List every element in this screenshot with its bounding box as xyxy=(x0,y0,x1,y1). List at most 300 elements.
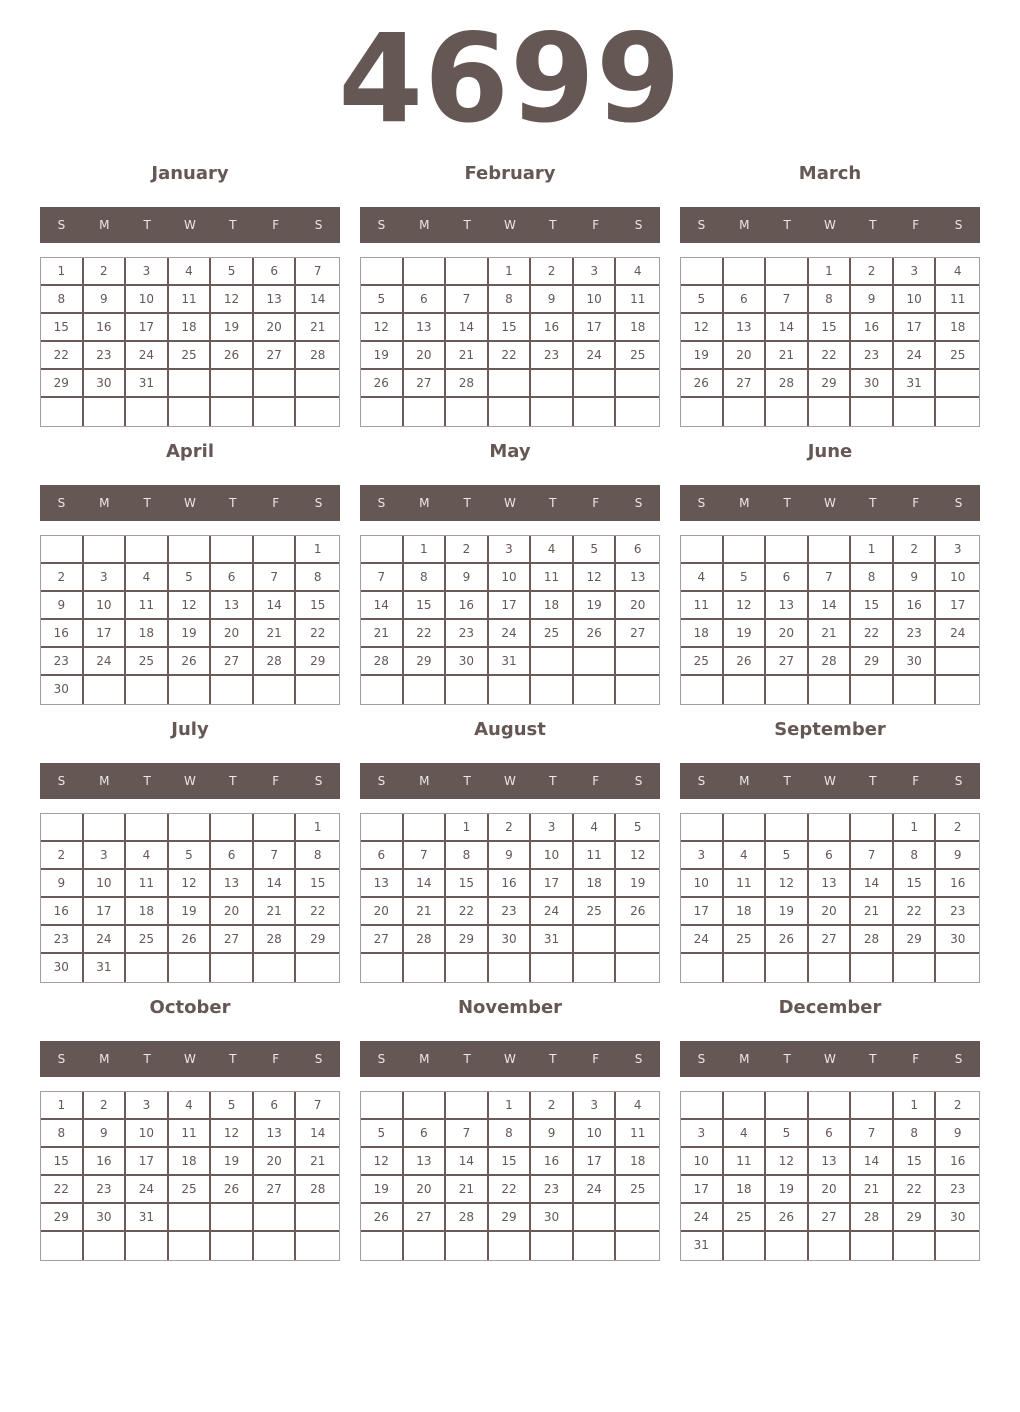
day-cell: 7 xyxy=(766,286,809,314)
empty-cell xyxy=(361,398,404,426)
day-cell: 24 xyxy=(126,1176,169,1204)
day-cell: 7 xyxy=(254,842,297,870)
day-cell: 30 xyxy=(531,1204,574,1232)
empty-cell xyxy=(809,814,852,842)
empty-cell xyxy=(616,1204,659,1232)
day-cell: 2 xyxy=(851,258,894,286)
day-cell: 16 xyxy=(894,592,937,620)
day-cell: 5 xyxy=(169,564,212,592)
day-cell: 8 xyxy=(894,842,937,870)
empty-cell xyxy=(169,954,212,982)
weekday-label: M xyxy=(419,774,430,788)
day-cell: 20 xyxy=(211,620,254,648)
day-cell: 7 xyxy=(809,564,852,592)
day-cell: 23 xyxy=(894,620,937,648)
empty-cell xyxy=(936,676,979,704)
day-cell: 13 xyxy=(254,286,297,314)
day-cell: 25 xyxy=(169,1176,212,1204)
day-cell: 2 xyxy=(936,814,979,842)
day-cell: 9 xyxy=(84,1120,127,1148)
day-cell: 8 xyxy=(296,564,339,592)
empty-cell xyxy=(851,398,894,426)
day-cell: 12 xyxy=(766,1148,809,1176)
weekday-label: F xyxy=(912,496,920,510)
empty-cell xyxy=(296,1232,339,1260)
day-cell: 25 xyxy=(616,1176,659,1204)
day-cell: 8 xyxy=(404,564,447,592)
empty-cell xyxy=(211,370,254,398)
day-cell: 27 xyxy=(766,648,809,676)
empty-cell xyxy=(894,954,937,982)
day-cell: 7 xyxy=(851,1120,894,1148)
empty-cell xyxy=(489,370,532,398)
weekday-label: F xyxy=(912,1052,920,1066)
day-cell: 13 xyxy=(211,592,254,620)
empty-cell xyxy=(724,814,767,842)
empty-cell xyxy=(681,536,724,564)
day-cell: 19 xyxy=(766,898,809,926)
day-cell: 24 xyxy=(936,620,979,648)
day-cell: 3 xyxy=(894,258,937,286)
day-cell: 6 xyxy=(404,1120,447,1148)
day-cell: 6 xyxy=(809,1120,852,1148)
month-title: February xyxy=(464,163,556,184)
empty-cell xyxy=(936,398,979,426)
weekday-label: S xyxy=(697,496,706,510)
day-cell: 19 xyxy=(361,1176,404,1204)
day-cell: 22 xyxy=(489,1176,532,1204)
day-cell: 20 xyxy=(254,314,297,342)
month-june xyxy=(680,438,980,716)
empty-cell xyxy=(531,1232,574,1260)
day-cell: 1 xyxy=(41,258,84,286)
day-cell: 28 xyxy=(809,648,852,676)
empty-cell xyxy=(574,926,617,954)
day-cell: 25 xyxy=(724,926,767,954)
day-cell: 30 xyxy=(894,648,937,676)
day-cell: 22 xyxy=(404,620,447,648)
day-cell: 8 xyxy=(296,842,339,870)
empty-cell xyxy=(296,398,339,426)
day-cell: 31 xyxy=(894,370,937,398)
day-cell: 27 xyxy=(361,926,404,954)
day-cell: 20 xyxy=(766,620,809,648)
day-cell: 4 xyxy=(169,1092,212,1120)
day-cell: 29 xyxy=(404,648,447,676)
day-cell: 24 xyxy=(126,342,169,370)
month-august xyxy=(360,716,660,994)
day-cell: 19 xyxy=(681,342,724,370)
day-cell: 14 xyxy=(296,1120,339,1148)
day-cell: 4 xyxy=(126,564,169,592)
empty-cell xyxy=(766,814,809,842)
empty-cell xyxy=(489,398,532,426)
day-cell: 22 xyxy=(296,620,339,648)
weekday-label: T xyxy=(549,1052,557,1066)
day-cell: 4 xyxy=(724,1120,767,1148)
weekday-label: F xyxy=(592,496,600,510)
day-grid xyxy=(680,535,980,705)
day-cell: 25 xyxy=(616,342,659,370)
day-cell: 23 xyxy=(489,898,532,926)
empty-cell xyxy=(361,258,404,286)
empty-cell xyxy=(169,536,212,564)
weekday-label: S xyxy=(57,496,66,510)
day-cell: 22 xyxy=(41,342,84,370)
day-cell: 1 xyxy=(296,536,339,564)
day-cell: 16 xyxy=(936,1148,979,1176)
empty-cell xyxy=(254,536,297,564)
weekday-label: M xyxy=(419,1052,430,1066)
day-cell: 25 xyxy=(531,620,574,648)
day-grid xyxy=(680,1091,980,1261)
weekday-label: S xyxy=(634,496,643,510)
empty-cell xyxy=(211,536,254,564)
empty-cell xyxy=(84,398,127,426)
empty-cell xyxy=(446,1092,489,1120)
day-cell: 6 xyxy=(211,842,254,870)
weekday-label: F xyxy=(592,774,600,788)
day-cell: 14 xyxy=(254,592,297,620)
day-cell: 29 xyxy=(446,926,489,954)
day-cell: 13 xyxy=(404,1148,447,1176)
weekday-label: F xyxy=(912,218,920,232)
empty-cell xyxy=(84,536,127,564)
day-cell: 8 xyxy=(851,564,894,592)
day-cell: 15 xyxy=(296,870,339,898)
empty-cell xyxy=(254,1204,297,1232)
day-cell: 20 xyxy=(809,898,852,926)
weekday-label: M xyxy=(739,218,750,232)
empty-cell xyxy=(724,536,767,564)
weekday-label: W xyxy=(504,774,516,788)
day-cell: 30 xyxy=(41,676,84,704)
day-cell: 6 xyxy=(616,536,659,564)
day-cell: 15 xyxy=(894,1148,937,1176)
day-cell: 29 xyxy=(296,648,339,676)
weekday-label: T xyxy=(143,774,151,788)
day-cell: 31 xyxy=(531,926,574,954)
empty-cell xyxy=(361,954,404,982)
day-cell: 2 xyxy=(41,842,84,870)
day-cell: 21 xyxy=(766,342,809,370)
weekday-label: W xyxy=(184,1052,196,1066)
weekday-label: W xyxy=(184,774,196,788)
day-cell: 24 xyxy=(574,1176,617,1204)
empty-cell xyxy=(681,814,724,842)
day-cell: 1 xyxy=(851,536,894,564)
empty-cell xyxy=(211,398,254,426)
day-cell: 7 xyxy=(446,1120,489,1148)
weekday-label: T xyxy=(143,496,151,510)
day-cell: 24 xyxy=(84,648,127,676)
day-cell: 7 xyxy=(296,258,339,286)
day-grid xyxy=(360,813,660,983)
day-cell: 28 xyxy=(296,1176,339,1204)
day-cell: 5 xyxy=(211,1092,254,1120)
empty-cell xyxy=(446,676,489,704)
empty-cell xyxy=(254,954,297,982)
day-cell: 8 xyxy=(809,286,852,314)
day-cell: 28 xyxy=(851,1204,894,1232)
day-cell: 18 xyxy=(616,314,659,342)
weekday-header xyxy=(680,1041,980,1077)
day-cell: 21 xyxy=(254,898,297,926)
day-cell: 25 xyxy=(126,926,169,954)
day-cell: 26 xyxy=(724,648,767,676)
day-cell: 30 xyxy=(489,926,532,954)
empty-cell xyxy=(126,536,169,564)
day-cell: 13 xyxy=(211,870,254,898)
day-cell: 5 xyxy=(361,1120,404,1148)
day-cell: 14 xyxy=(254,870,297,898)
day-cell: 9 xyxy=(894,564,937,592)
day-cell: 3 xyxy=(681,842,724,870)
day-cell: 19 xyxy=(724,620,767,648)
empty-cell xyxy=(681,398,724,426)
weekday-label: S xyxy=(377,1052,386,1066)
day-cell: 20 xyxy=(254,1148,297,1176)
day-cell: 2 xyxy=(84,1092,127,1120)
day-cell: 12 xyxy=(574,564,617,592)
day-cell: 19 xyxy=(361,342,404,370)
empty-cell xyxy=(724,398,767,426)
weekday-label: F xyxy=(272,218,280,232)
empty-cell xyxy=(296,676,339,704)
day-cell: 14 xyxy=(446,1148,489,1176)
weekday-label: T xyxy=(783,774,791,788)
empty-cell xyxy=(169,676,212,704)
weekday-label: S xyxy=(697,774,706,788)
weekday-label: F xyxy=(912,774,920,788)
day-cell: 1 xyxy=(894,1092,937,1120)
empty-cell xyxy=(489,676,532,704)
weekday-label: T xyxy=(143,1052,151,1066)
empty-cell xyxy=(404,1092,447,1120)
day-cell: 6 xyxy=(766,564,809,592)
day-cell: 2 xyxy=(489,814,532,842)
day-cell: 6 xyxy=(254,1092,297,1120)
day-cell: 22 xyxy=(851,620,894,648)
day-cell: 5 xyxy=(766,1120,809,1148)
empty-cell xyxy=(766,1092,809,1120)
weekday-header xyxy=(680,207,980,243)
day-grid xyxy=(360,535,660,705)
month-title: September xyxy=(774,719,886,740)
day-cell: 24 xyxy=(681,926,724,954)
day-cell: 4 xyxy=(574,814,617,842)
day-cell: 15 xyxy=(894,870,937,898)
day-cell: 11 xyxy=(169,1120,212,1148)
weekday-label: M xyxy=(419,496,430,510)
day-cell: 12 xyxy=(766,870,809,898)
day-cell: 9 xyxy=(936,842,979,870)
weekday-label: M xyxy=(739,1052,750,1066)
empty-cell xyxy=(211,814,254,842)
day-cell: 17 xyxy=(126,314,169,342)
day-cell: 23 xyxy=(41,926,84,954)
day-cell: 23 xyxy=(84,342,127,370)
day-cell: 29 xyxy=(809,370,852,398)
day-cell: 14 xyxy=(851,1148,894,1176)
day-cell: 4 xyxy=(616,258,659,286)
empty-cell xyxy=(616,676,659,704)
empty-cell xyxy=(766,1232,809,1260)
empty-cell xyxy=(404,258,447,286)
empty-cell xyxy=(211,1204,254,1232)
day-cell: 19 xyxy=(766,1176,809,1204)
empty-cell xyxy=(211,1232,254,1260)
empty-cell xyxy=(361,536,404,564)
weekday-label: F xyxy=(272,496,280,510)
empty-cell xyxy=(531,398,574,426)
weekday-label: T xyxy=(869,496,877,510)
weekday-label: S xyxy=(377,774,386,788)
month-december xyxy=(680,994,980,1272)
day-cell: 9 xyxy=(851,286,894,314)
day-grid xyxy=(360,1091,660,1261)
day-cell: 11 xyxy=(126,870,169,898)
day-cell: 7 xyxy=(404,842,447,870)
weekday-label: S xyxy=(314,218,323,232)
empty-cell xyxy=(894,398,937,426)
day-cell: 25 xyxy=(724,1204,767,1232)
day-cell: 2 xyxy=(84,258,127,286)
day-cell: 6 xyxy=(404,286,447,314)
weekday-label: S xyxy=(57,218,66,232)
day-cell: 28 xyxy=(851,926,894,954)
weekday-label: S xyxy=(377,218,386,232)
weekday-label: T xyxy=(463,774,471,788)
day-cell: 26 xyxy=(616,898,659,926)
empty-cell xyxy=(531,676,574,704)
empty-cell xyxy=(41,814,84,842)
weekday-label: T xyxy=(463,218,471,232)
month-april xyxy=(40,438,340,716)
weekday-label: S xyxy=(697,1052,706,1066)
empty-cell xyxy=(681,258,724,286)
day-cell: 18 xyxy=(681,620,724,648)
day-cell: 22 xyxy=(894,898,937,926)
day-cell: 1 xyxy=(296,814,339,842)
empty-cell xyxy=(361,1092,404,1120)
day-cell: 19 xyxy=(169,620,212,648)
weekday-label: T xyxy=(229,218,237,232)
empty-cell xyxy=(169,1232,212,1260)
day-cell: 9 xyxy=(531,1120,574,1148)
weekday-header xyxy=(360,485,660,521)
month-october xyxy=(40,994,340,1272)
day-cell: 5 xyxy=(681,286,724,314)
day-cell: 18 xyxy=(616,1148,659,1176)
day-cell: 30 xyxy=(84,370,127,398)
empty-cell xyxy=(254,676,297,704)
day-cell: 25 xyxy=(681,648,724,676)
weekday-label: F xyxy=(272,1052,280,1066)
weekday-header xyxy=(40,485,340,521)
empty-cell xyxy=(126,954,169,982)
day-cell: 6 xyxy=(211,564,254,592)
day-cell: 15 xyxy=(296,592,339,620)
day-cell: 29 xyxy=(296,926,339,954)
day-cell: 30 xyxy=(936,926,979,954)
day-cell: 21 xyxy=(254,620,297,648)
day-cell: 15 xyxy=(446,870,489,898)
day-cell: 23 xyxy=(84,1176,127,1204)
weekday-label: M xyxy=(739,774,750,788)
day-cell: 2 xyxy=(446,536,489,564)
day-cell: 12 xyxy=(361,314,404,342)
day-cell: 4 xyxy=(724,842,767,870)
day-cell: 28 xyxy=(254,926,297,954)
day-cell: 18 xyxy=(531,592,574,620)
day-cell: 31 xyxy=(84,954,127,982)
day-cell: 18 xyxy=(724,1176,767,1204)
day-cell: 13 xyxy=(809,870,852,898)
empty-cell xyxy=(616,648,659,676)
day-cell: 22 xyxy=(489,342,532,370)
day-cell: 3 xyxy=(531,814,574,842)
day-cell: 28 xyxy=(296,342,339,370)
day-cell: 28 xyxy=(446,370,489,398)
day-cell: 27 xyxy=(809,926,852,954)
day-cell: 20 xyxy=(616,592,659,620)
day-cell: 24 xyxy=(574,342,617,370)
empty-cell xyxy=(809,676,852,704)
day-cell: 12 xyxy=(169,870,212,898)
weekday-label: S xyxy=(314,496,323,510)
day-cell: 27 xyxy=(211,926,254,954)
weekday-label: T xyxy=(783,1052,791,1066)
day-cell: 3 xyxy=(574,1092,617,1120)
day-cell: 10 xyxy=(681,1148,724,1176)
day-cell: 20 xyxy=(724,342,767,370)
weekday-header xyxy=(360,763,660,799)
day-cell: 20 xyxy=(361,898,404,926)
day-cell: 15 xyxy=(41,1148,84,1176)
weekday-header xyxy=(680,485,980,521)
day-cell: 2 xyxy=(531,258,574,286)
month-title: April xyxy=(165,441,215,462)
month-title: December xyxy=(778,997,882,1018)
weekday-label: T xyxy=(229,774,237,788)
day-cell: 4 xyxy=(531,536,574,564)
empty-cell xyxy=(809,536,852,564)
weekday-label: T xyxy=(143,218,151,232)
day-cell: 17 xyxy=(531,870,574,898)
empty-cell xyxy=(41,398,84,426)
day-cell: 13 xyxy=(766,592,809,620)
day-cell: 1 xyxy=(489,1092,532,1120)
day-cell: 17 xyxy=(894,314,937,342)
month-november xyxy=(360,994,660,1272)
day-cell: 21 xyxy=(851,1176,894,1204)
day-cell: 10 xyxy=(574,1120,617,1148)
day-cell: 9 xyxy=(489,842,532,870)
day-cell: 24 xyxy=(531,898,574,926)
empty-cell xyxy=(724,258,767,286)
month-may xyxy=(360,438,660,716)
day-cell: 10 xyxy=(574,286,617,314)
day-cell: 18 xyxy=(169,1148,212,1176)
day-cell: 25 xyxy=(126,648,169,676)
day-cell: 29 xyxy=(41,1204,84,1232)
day-cell: 19 xyxy=(169,898,212,926)
empty-cell xyxy=(126,676,169,704)
weekday-label: W xyxy=(504,218,516,232)
month-title: March xyxy=(798,163,862,184)
day-grid xyxy=(680,257,980,427)
